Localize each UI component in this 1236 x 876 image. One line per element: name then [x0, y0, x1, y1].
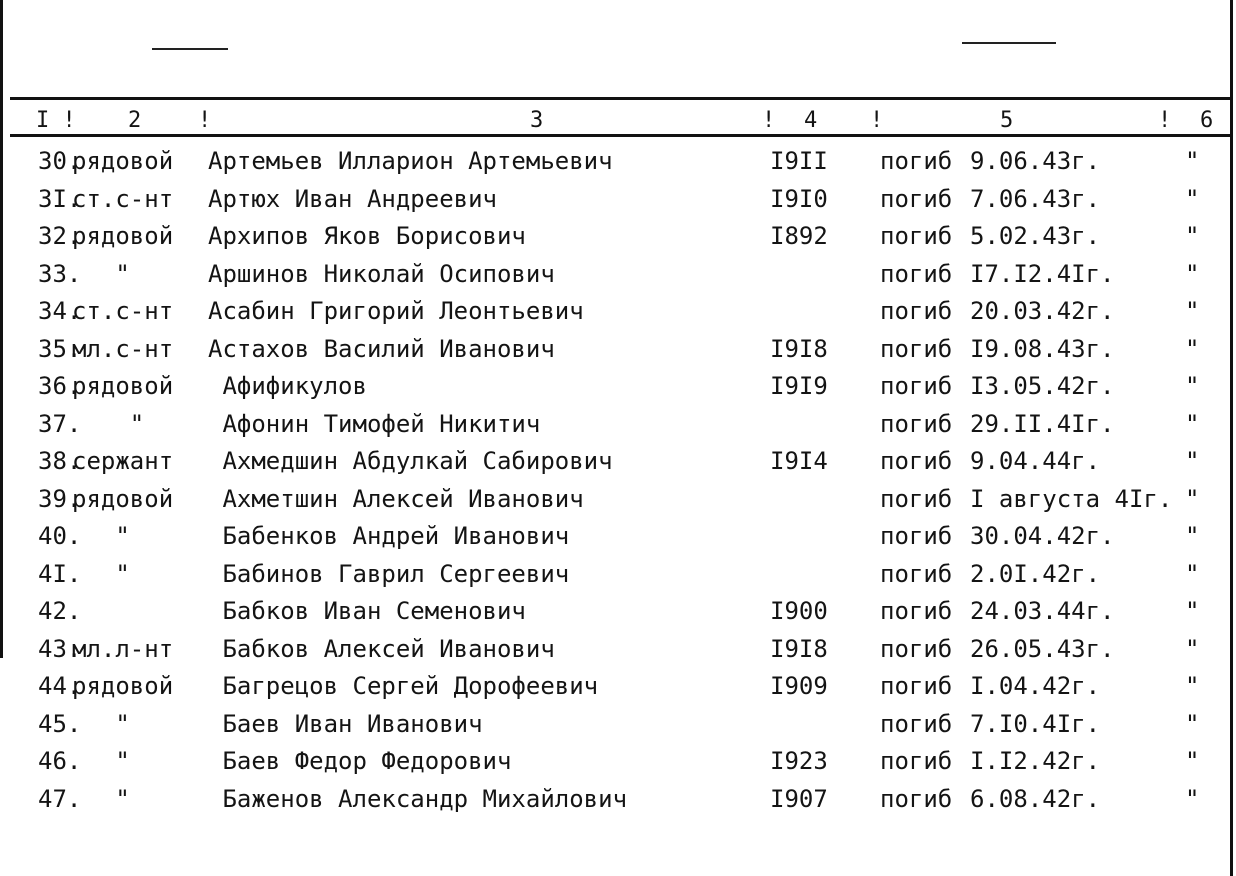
record-date: I7.I2.4Iг. [970, 259, 1115, 288]
record-birth-year: I9I9 [770, 372, 828, 400]
record-number: 35. [38, 334, 82, 363]
table-row [0, 781, 1236, 819]
record-name: Бабков Иван Семенович [208, 597, 526, 625]
record-ditto-mark: " [1185, 222, 1200, 250]
record-status: погиб [880, 409, 953, 438]
record-rank: " [72, 747, 130, 775]
table-row [0, 706, 1236, 744]
record-number: 4I. [38, 559, 82, 588]
record-ditto-mark: " [1185, 709, 1200, 738]
table-row [0, 368, 1236, 406]
record-status: погиб [880, 484, 953, 513]
record-status: погиб [880, 597, 953, 625]
record-rank: мл.с-нт [72, 334, 174, 363]
table-row [0, 743, 1236, 781]
header-separator: ! [870, 108, 884, 133]
record-ditto-mark: " [1185, 747, 1200, 775]
record-list [0, 143, 1236, 818]
record-number: 37. [38, 409, 82, 438]
record-date: 24.03.44г. [970, 597, 1115, 625]
header-col-3: 3 [530, 108, 544, 133]
scratch-mark [152, 48, 228, 50]
record-number: 46. [38, 747, 82, 775]
record-birth-year: I9II [770, 147, 828, 175]
record-date: I.04.42г. [970, 672, 1101, 700]
record-name: Баев Иван Иванович [208, 709, 483, 738]
table-row [0, 256, 1236, 294]
record-rank: " [72, 784, 130, 813]
record-status: погиб [880, 559, 953, 588]
record-number: 40. [38, 522, 82, 550]
scratch-mark [962, 42, 1056, 44]
record-date: 6.08.42г. [970, 784, 1101, 813]
record-rank: рядовой [72, 222, 174, 250]
record-status: погиб [880, 522, 953, 550]
record-name: Артемьев Илларион Артемьевич [208, 147, 613, 175]
record-rank: рядовой [72, 147, 174, 175]
header-col-4: 4 [804, 108, 818, 133]
record-rank: мл.л-нт [72, 634, 174, 663]
record-birth-year: I9I4 [770, 447, 828, 475]
column-header [0, 108, 1236, 134]
record-rank: " [72, 522, 130, 550]
record-date: 30.04.42г. [970, 522, 1115, 550]
record-date: 20.03.42г. [970, 297, 1115, 325]
record-status: погиб [880, 372, 953, 400]
table-row [0, 331, 1236, 369]
record-rank: ст.с-нт [72, 184, 174, 213]
record-name: Афонин Тимофей Никитич [208, 409, 541, 438]
record-number: 38. [38, 447, 82, 475]
record-date: 9.04.44г. [970, 447, 1101, 475]
record-birth-year: I909 [770, 672, 828, 700]
record-status: погиб [880, 184, 953, 213]
record-ditto-mark: " [1185, 484, 1200, 513]
record-name: Бабенков Андрей Иванович [208, 522, 570, 550]
record-status: погиб [880, 672, 953, 700]
record-name: Бабков Алексей Иванович [208, 634, 555, 663]
record-ditto-mark: " [1185, 672, 1200, 700]
table-row [0, 518, 1236, 556]
table-row [0, 556, 1236, 594]
record-number: 34. [38, 297, 82, 325]
header-separator: ! [762, 108, 776, 133]
record-ditto-mark: " [1185, 259, 1200, 288]
record-birth-year: I9I8 [770, 634, 828, 663]
record-number: 36. [38, 372, 82, 400]
header-col-2: 2 [128, 108, 142, 133]
record-ditto-mark: " [1185, 634, 1200, 663]
record-number: 45. [38, 709, 82, 738]
record-date: 2.0I.42г. [970, 559, 1101, 588]
header-rule-top [10, 97, 1232, 100]
record-number: 44. [38, 672, 82, 700]
record-status: погиб [880, 709, 953, 738]
record-status: погиб [880, 259, 953, 288]
record-number: 47. [38, 784, 82, 813]
record-birth-year: I923 [770, 747, 828, 775]
record-name: Багрецов Сергей Дорофеевич [208, 672, 599, 700]
record-ditto-mark: " [1185, 784, 1200, 813]
table-row [0, 631, 1236, 669]
record-name: Аршинов Николай Осипович [208, 259, 555, 288]
header-col-6: 6 [1200, 108, 1214, 133]
record-ditto-mark: " [1185, 147, 1200, 175]
record-date: I.I2.42г. [970, 747, 1101, 775]
record-number: 33. [38, 259, 82, 288]
record-date: 7.I0.4Iг. [970, 709, 1101, 738]
header-separator: ! [1158, 108, 1172, 133]
header-col-1: I ! [36, 108, 76, 133]
record-rank: рядовой [72, 484, 174, 513]
record-name: Баев Федор Федорович [208, 747, 512, 775]
record-name: Бабинов Гаврил Сергеевич [208, 559, 570, 588]
record-rank: сержант [72, 447, 174, 475]
record-ditto-mark: " [1185, 597, 1200, 625]
record-birth-year: I892 [770, 222, 828, 250]
record-status: погиб [880, 747, 953, 775]
table-row [0, 143, 1236, 181]
record-number: 32. [38, 222, 82, 250]
record-birth-year: I900 [770, 597, 828, 625]
table-row [0, 481, 1236, 519]
record-name: Ахмедшин Абдулкай Сабирович [208, 447, 613, 475]
table-row [0, 293, 1236, 331]
record-date: I9.08.43г. [970, 334, 1115, 363]
record-date: I3.05.42г. [970, 372, 1115, 400]
record-status: погиб [880, 447, 953, 475]
record-ditto-mark: " [1185, 372, 1200, 400]
header-rule-bottom [10, 134, 1232, 137]
record-ditto-mark: " [1185, 334, 1200, 363]
record-ditto-mark: " [1185, 409, 1200, 438]
header-col-5: 5 [1000, 108, 1014, 133]
record-status: погиб [880, 334, 953, 363]
record-date: 5.02.43г. [970, 222, 1101, 250]
record-birth-year: I907 [770, 784, 828, 813]
record-rank: " [72, 409, 145, 438]
record-name: Архипов Яков Борисович [208, 222, 526, 250]
record-status: погиб [880, 222, 953, 250]
record-status: погиб [880, 147, 953, 175]
record-status: погиб [880, 634, 953, 663]
record-ditto-mark: " [1185, 297, 1200, 325]
table-row [0, 181, 1236, 219]
record-name: Афификулов [208, 372, 367, 400]
record-rank: рядовой [72, 372, 174, 400]
record-status: погиб [880, 784, 953, 813]
record-date: 7.06.43г. [970, 184, 1101, 213]
record-birth-year: I9I8 [770, 334, 828, 363]
record-rank: " [72, 709, 130, 738]
record-name: Ахметшин Алексей Иванович [208, 484, 584, 513]
record-number: 42. [38, 597, 82, 625]
record-rank: рядовой [72, 672, 174, 700]
header-separator: ! [198, 108, 212, 133]
record-name: Асабин Григорий Леонтьевич [208, 297, 584, 325]
record-rank: " [72, 559, 130, 588]
record-birth-year: I9I0 [770, 184, 828, 213]
record-date: 26.05.43г. [970, 634, 1115, 663]
record-ditto-mark: " [1185, 522, 1200, 550]
record-ditto-mark: " [1185, 447, 1200, 475]
table-row [0, 406, 1236, 444]
record-name: Баженов Александр Михайлович [208, 784, 628, 813]
record-status: погиб [880, 297, 953, 325]
record-name: Артюх Иван Андреевич [208, 184, 497, 213]
record-ditto-mark: " [1185, 559, 1200, 588]
record-number: 43. [38, 634, 82, 663]
table-row [0, 218, 1236, 256]
record-number: 3I. [38, 184, 82, 213]
record-rank: ст.с-нт [72, 297, 174, 325]
record-rank: " [72, 259, 130, 288]
record-number: 39. [38, 484, 82, 513]
record-date: 9.06.43г. [970, 147, 1101, 175]
record-name: Астахов Василий Иванович [208, 334, 555, 363]
record-ditto-mark: " [1185, 184, 1200, 213]
table-row [0, 593, 1236, 631]
table-row [0, 443, 1236, 481]
record-number: 30. [38, 147, 82, 175]
record-date: 29.II.4Iг. [970, 409, 1115, 438]
table-row [0, 668, 1236, 706]
record-date: I августа 4Iг. [970, 484, 1173, 513]
